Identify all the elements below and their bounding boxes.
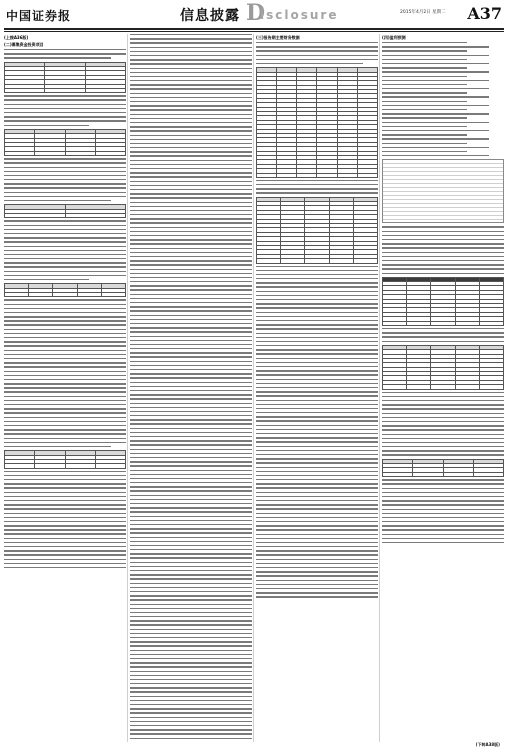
data-table: [382, 345, 504, 390]
header-rule: [4, 28, 504, 30]
data-table: [4, 204, 126, 218]
text-block: [382, 479, 504, 543]
header-rule-thin: [4, 31, 504, 32]
column-2: [130, 34, 252, 742]
column-4: [382, 34, 504, 742]
data-table: [382, 459, 504, 478]
section-title-cn: 信息披露: [180, 8, 240, 24]
text-block: [4, 299, 126, 447]
text-block: [4, 158, 126, 201]
masthead: 中国证券报: [6, 9, 72, 23]
text-block: [130, 34, 252, 742]
text-block: [382, 226, 504, 273]
text-block: [382, 392, 504, 456]
column-1: [4, 34, 126, 742]
continued-label: (下转A38版): [475, 742, 500, 747]
embedded-table-image: [382, 159, 504, 223]
data-table: [4, 450, 126, 469]
text-block: [382, 328, 504, 342]
data-table: [4, 62, 126, 94]
data-table: [256, 67, 378, 178]
date-line: 2015年4月2日 星期二: [400, 10, 446, 15]
column-3: [256, 34, 378, 742]
text-block: [4, 95, 126, 126]
column-divider: [127, 34, 128, 742]
continuation-label: (上接A36版): [4, 35, 29, 40]
text-block: [256, 42, 378, 64]
text-block: [256, 266, 378, 598]
page-header: [0, 0, 508, 30]
column-divider: [379, 34, 380, 742]
text-block: [382, 42, 504, 156]
data-table: [4, 283, 126, 297]
text-block: [4, 49, 126, 59]
section-title-en-initial: D: [246, 0, 266, 26]
text-block: [256, 180, 378, 194]
column-1-heading: (二)募集资金投资项目: [4, 42, 44, 47]
section-title: [180, 0, 390, 26]
data-table: [382, 277, 504, 326]
text-block: [4, 220, 126, 280]
column-4-heading: (四)盈利预测: [382, 35, 406, 40]
section-title-en: isclosure: [260, 8, 339, 22]
text-block: [4, 471, 126, 569]
data-table: [4, 129, 126, 156]
data-table: [256, 197, 378, 264]
page-number: A37: [467, 4, 502, 23]
column-3-heading: (三)报告期主要财务数据: [256, 35, 300, 40]
column-divider: [253, 34, 254, 742]
